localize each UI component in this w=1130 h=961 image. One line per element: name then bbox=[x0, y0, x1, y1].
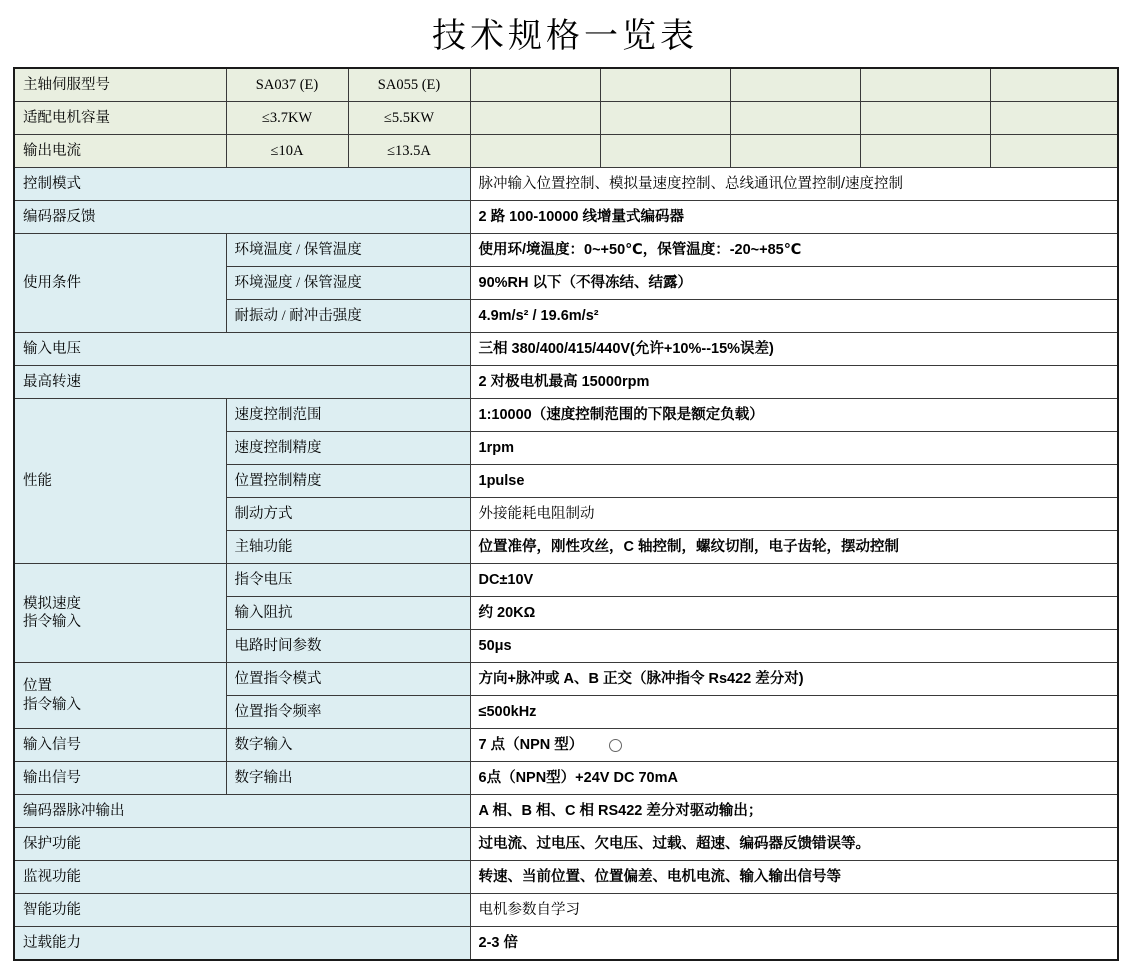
row-label-control-mode: 控制模式 bbox=[14, 168, 470, 201]
sub-label-vibration-shock: 耐振动 / 耐冲击强度 bbox=[226, 300, 470, 333]
row-label-encoder-feedback: 编码器反馈 bbox=[14, 201, 470, 234]
row-value-max-speed: 2 对极电机最高 15000rpm bbox=[470, 366, 1118, 399]
row-value-position-command-mode: 方向+脉冲或 A、B 正交（脉冲指令 Rs422 差分对) bbox=[470, 663, 1118, 696]
sub-label-ambient-humidity: 环境湿度 / 保管湿度 bbox=[226, 267, 470, 300]
row-label-input-signal: 输入信号 bbox=[14, 729, 226, 762]
sub-label-speed-accuracy: 速度控制精度 bbox=[226, 432, 470, 465]
sub-label-ambient-temperature: 环境温度 / 保管温度 bbox=[226, 234, 470, 267]
sub-label-command-voltage: 指令电压 bbox=[226, 564, 470, 597]
row-value-command-voltage: DC±10V bbox=[470, 564, 1118, 597]
row-value-protection-functions: 过电流、过电压、欠电压、过载、超速、编码器反馈错误等。 bbox=[470, 828, 1118, 861]
row-value-intelligent-functions: 电机参数自学习 bbox=[470, 894, 1118, 927]
table-row bbox=[14, 168, 1118, 201]
row-label-input-voltage: 输入电压 bbox=[14, 333, 470, 366]
table-row bbox=[14, 333, 1118, 366]
table-row bbox=[14, 795, 1118, 828]
row-label-analog-speed-command-input: 模拟速度 指令输入 bbox=[14, 564, 226, 663]
sub-label-digital-input: 数字输入 bbox=[226, 729, 470, 762]
current-row-label: 输出电流 bbox=[14, 135, 226, 168]
table-row bbox=[14, 828, 1118, 861]
row-value-input-impedance: 约 20KΩ bbox=[470, 597, 1118, 630]
table-row bbox=[14, 102, 1118, 135]
row-value-braking-mode: 外接能耗电阻制动 bbox=[470, 498, 1118, 531]
digital-input-text: 7 点（NPN 型） bbox=[478, 736, 584, 753]
row-label-performance: 性能 bbox=[14, 399, 226, 564]
capacity-cell bbox=[860, 102, 990, 135]
table-row bbox=[14, 894, 1118, 927]
capacity-cell: ≤3.7KW bbox=[226, 102, 348, 135]
model-cell bbox=[470, 68, 600, 102]
row-value-ambient-humidity: 90%RH 以下（不得冻结、结露） bbox=[470, 267, 1118, 300]
circle-indicator-icon bbox=[609, 739, 622, 752]
table-row bbox=[14, 135, 1118, 168]
sub-label-position-command-mode: 位置指令模式 bbox=[226, 663, 470, 696]
current-cell bbox=[990, 135, 1118, 168]
row-value-ambient-temperature: 使用环/境温度：0~+50℃，保管温度：-20~+85℃ bbox=[470, 234, 1118, 267]
sub-label-position-accuracy: 位置控制精度 bbox=[226, 465, 470, 498]
capacity-cell bbox=[470, 102, 600, 135]
row-value-digital-input bbox=[470, 729, 1118, 762]
row-label-monitoring-functions: 监视功能 bbox=[14, 861, 470, 894]
row-value-speed-range: 1:10000（速度控制范围的下限是额定负载） bbox=[470, 399, 1118, 432]
table-row bbox=[14, 762, 1118, 795]
row-value-vibration-shock: 4.9m/s² / 19.6m/s² bbox=[470, 300, 1118, 333]
sub-label-digital-output: 数字输出 bbox=[226, 762, 470, 795]
model-cell bbox=[990, 68, 1118, 102]
row-value-position-command-frequency: ≤500kHz bbox=[470, 696, 1118, 729]
capacity-row-label: 适配电机容量 bbox=[14, 102, 226, 135]
sub-label-spindle-functions: 主轴功能 bbox=[226, 531, 470, 564]
specification-table bbox=[13, 67, 1119, 961]
row-value-encoder-pulse-output: A 相、B 相、C 相 RS422 差分对驱动输出； bbox=[470, 795, 1118, 828]
sub-label-position-command-frequency: 位置指令频率 bbox=[226, 696, 470, 729]
row-value-spindle-functions: 位置准停，刚性攻丝，C 轴控制，螺纹切削，电子齿轮，摆动控制 bbox=[470, 531, 1118, 564]
row-value-circuit-time-constant: 50μs bbox=[470, 630, 1118, 663]
model-cell bbox=[860, 68, 990, 102]
table-row bbox=[14, 234, 1118, 267]
table-row bbox=[14, 399, 1118, 432]
model-cell: SA037 (E) bbox=[226, 68, 348, 102]
row-label-position-command-input: 位置 指令输入 bbox=[14, 663, 226, 729]
current-cell bbox=[600, 135, 730, 168]
sub-label-circuit-time-constant: 电路时间参数 bbox=[226, 630, 470, 663]
row-label-output-signal: 输出信号 bbox=[14, 762, 226, 795]
row-value-position-accuracy: 1pulse bbox=[470, 465, 1118, 498]
row-value-encoder-feedback: 2 路 100-10000 线增量式编码器 bbox=[470, 201, 1118, 234]
row-value-overload-capacity: 2-3 倍 bbox=[470, 927, 1118, 961]
row-label-intelligent-functions: 智能功能 bbox=[14, 894, 470, 927]
sub-label-input-impedance: 输入阻抗 bbox=[226, 597, 470, 630]
row-label-protection-functions: 保护功能 bbox=[14, 828, 470, 861]
capacity-cell bbox=[730, 102, 860, 135]
sub-label-braking-mode: 制动方式 bbox=[226, 498, 470, 531]
table-row bbox=[14, 729, 1118, 762]
model-cell bbox=[730, 68, 860, 102]
current-cell bbox=[470, 135, 600, 168]
row-value-monitoring-functions: 转速、当前位置、位置偏差、电机电流、输入输出信号等 bbox=[470, 861, 1118, 894]
table-row bbox=[14, 663, 1118, 696]
table-row bbox=[14, 201, 1118, 234]
row-value-control-mode: 脉冲输入位置控制、模拟量速度控制、总线通讯位置控制/速度控制 bbox=[470, 168, 1118, 201]
table-row bbox=[14, 861, 1118, 894]
row-label-encoder-pulse-output: 编码器脉冲输出 bbox=[14, 795, 470, 828]
current-cell bbox=[730, 135, 860, 168]
row-label-overload-capacity: 过载能力 bbox=[14, 927, 470, 961]
capacity-cell bbox=[600, 102, 730, 135]
row-label-operating-conditions: 使用条件 bbox=[14, 234, 226, 333]
table-row bbox=[14, 927, 1118, 961]
table-row bbox=[14, 564, 1118, 597]
model-cell: SA055 (E) bbox=[348, 68, 470, 102]
table-row bbox=[14, 366, 1118, 399]
model-row-label: 主轴伺服型号 bbox=[14, 68, 226, 102]
capacity-cell bbox=[990, 102, 1118, 135]
row-value-digital-output: 6点（NPN型）+24V DC 70mA bbox=[470, 762, 1118, 795]
row-value-speed-accuracy: 1rpm bbox=[470, 432, 1118, 465]
current-cell bbox=[860, 135, 990, 168]
capacity-cell: ≤5.5KW bbox=[348, 102, 470, 135]
current-cell: ≤10A bbox=[226, 135, 348, 168]
table-row bbox=[14, 68, 1118, 102]
row-value-input-voltage: 三相 380/400/415/440V(允许+10%--15%误差) bbox=[470, 333, 1118, 366]
model-cell bbox=[600, 68, 730, 102]
row-label-max-speed: 最高转速 bbox=[14, 366, 470, 399]
sub-label-speed-range: 速度控制范围 bbox=[226, 399, 470, 432]
page-title: 技术规格一览表 bbox=[432, 18, 698, 55]
current-cell: ≤13.5A bbox=[348, 135, 470, 168]
